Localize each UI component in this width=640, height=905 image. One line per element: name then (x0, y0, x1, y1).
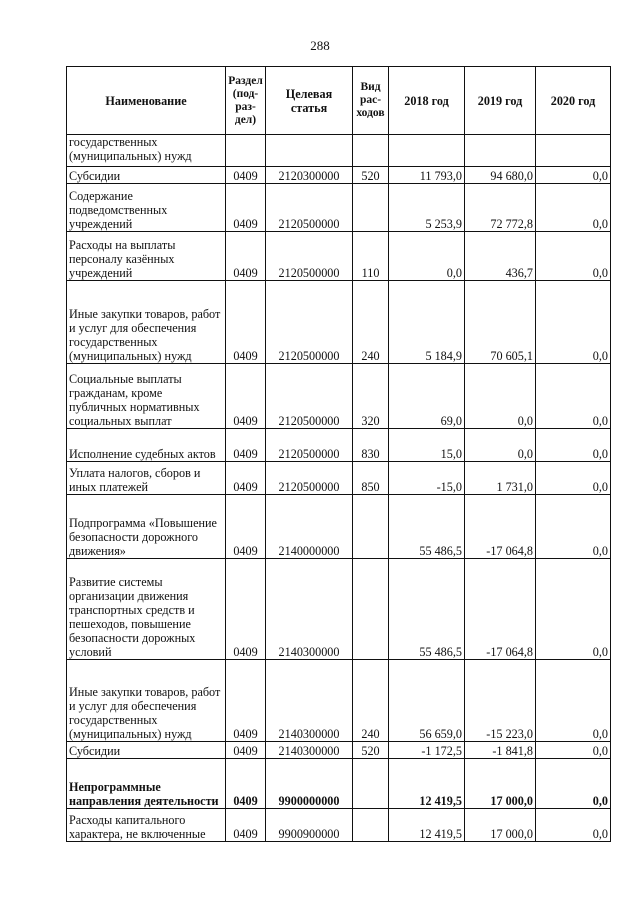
header-expense: Вид рас- ходов (353, 67, 389, 135)
cell-expense: 240 (353, 281, 389, 364)
table-row (67, 167, 611, 184)
cell-expense: 850 (353, 462, 389, 495)
cell-section: 0409 (226, 364, 266, 429)
cell-2018: -1 172,5 (389, 742, 465, 759)
cell-name: Подпрограмма «Повышение безопасности дорожного движения» (67, 495, 226, 559)
cell-2020: 0,0 (536, 364, 611, 429)
cell-expense: 520 (353, 167, 389, 184)
cell-target: 2140000000 (266, 495, 353, 559)
cell-name: Развитие системы организации движения транспортных средств и пешеходов, повышение безопасности дорожных условий (67, 559, 226, 660)
cell-target: 2120500000 (266, 364, 353, 429)
cell-target: 2120300000 (266, 167, 353, 184)
cell-expense (353, 809, 389, 842)
cell-section: 0409 (226, 495, 266, 559)
cell-expense: 830 (353, 429, 389, 462)
cell-2018: -15,0 (389, 462, 465, 495)
cell-expense: 320 (353, 364, 389, 429)
cell-2020: 0,0 (536, 742, 611, 759)
cell-target: 2120500000 (266, 184, 353, 232)
cell-2020 (536, 135, 611, 167)
table-row (67, 759, 611, 809)
cell-expense (353, 184, 389, 232)
table-row (67, 742, 611, 759)
cell-target: 9900000000 (266, 759, 353, 809)
cell-2020: 0,0 (536, 462, 611, 495)
table-row (67, 462, 611, 495)
cell-2019: 0,0 (465, 364, 536, 429)
cell-name: Субсидии (67, 167, 226, 184)
cell-2018: 12 419,5 (389, 759, 465, 809)
cell-name: Расходы на выплаты персоналу казённых учреждений (67, 232, 226, 281)
cell-name: Иные закупки товаров, работ и услуг для обеспечения государственных (муниципальных) нужд (67, 281, 226, 364)
cell-name: Уплата налогов, сборов и иных платежей (67, 462, 226, 495)
header-section: Раздел (под- раз- дел) (226, 67, 266, 135)
cell-section: 0409 (226, 559, 266, 660)
cell-2019: 72 772,8 (465, 184, 536, 232)
cell-2020: 0,0 (536, 809, 611, 842)
cell-2019: -17 064,8 (465, 559, 536, 660)
cell-2019: 1 731,0 (465, 462, 536, 495)
cell-2018: 55 486,5 (389, 495, 465, 559)
cell-name: Иные закупки товаров, работ и услуг для обеспечения государственных (муниципальных) нужд (67, 660, 226, 742)
cell-2019: 17 000,0 (465, 759, 536, 809)
cell-section: 0409 (226, 429, 266, 462)
cell-2018: 12 419,5 (389, 809, 465, 842)
cell-expense (353, 759, 389, 809)
cell-expense: 110 (353, 232, 389, 281)
cell-target: 2120500000 (266, 429, 353, 462)
cell-2020: 0,0 (536, 167, 611, 184)
table-row (67, 559, 611, 660)
cell-expense (353, 559, 389, 660)
cell-section: 0409 (226, 184, 266, 232)
cell-target: 2140300000 (266, 660, 353, 742)
cell-2018: 15,0 (389, 429, 465, 462)
cell-target: 9900900000 (266, 809, 353, 842)
cell-2019 (465, 135, 536, 167)
cell-2020: 0,0 (536, 660, 611, 742)
cell-section: 0409 (226, 759, 266, 809)
header-2019: 2019 год (465, 67, 536, 135)
table-row (67, 660, 611, 742)
cell-2019: 0,0 (465, 429, 536, 462)
header-row (67, 67, 611, 135)
table-row (67, 232, 611, 281)
cell-expense: 240 (353, 660, 389, 742)
cell-expense: 520 (353, 742, 389, 759)
cell-name: государственных (муниципальных) нужд (67, 135, 226, 167)
table-row (67, 184, 611, 232)
table-row (67, 364, 611, 429)
header-name: Наименование (67, 67, 226, 135)
page-number: 288 (310, 38, 330, 53)
cell-2018 (389, 135, 465, 167)
cell-target: 2140300000 (266, 742, 353, 759)
cell-2020: 0,0 (536, 559, 611, 660)
cell-2020: 0,0 (536, 184, 611, 232)
cell-target (266, 135, 353, 167)
cell-2018: 5 184,9 (389, 281, 465, 364)
header-2018: 2018 год (389, 67, 465, 135)
table-row (67, 135, 611, 167)
cell-expense (353, 135, 389, 167)
cell-section: 0409 (226, 462, 266, 495)
cell-section: 0409 (226, 742, 266, 759)
cell-2019: 70 605,1 (465, 281, 536, 364)
cell-2018: 5 253,9 (389, 184, 465, 232)
cell-2018: 69,0 (389, 364, 465, 429)
cell-name: Исполнение судебных актов (67, 429, 226, 462)
cell-2020: 0,0 (536, 232, 611, 281)
cell-2019: -15 223,0 (465, 660, 536, 742)
cell-2019: -17 064,8 (465, 495, 536, 559)
cell-2019: 17 000,0 (465, 809, 536, 842)
cell-expense (353, 495, 389, 559)
cell-name: Расходы капитального характера, не включенные (67, 809, 226, 842)
cell-2018: 11 793,0 (389, 167, 465, 184)
table-row (67, 281, 611, 364)
cell-2019: 436,7 (465, 232, 536, 281)
cell-name: Непрограммные направления деятельности (67, 759, 226, 809)
cell-target: 2140300000 (266, 559, 353, 660)
cell-2018: 0,0 (389, 232, 465, 281)
cell-target: 2120500000 (266, 281, 353, 364)
cell-section: 0409 (226, 660, 266, 742)
budget-table (66, 66, 611, 842)
cell-name: Субсидии (67, 742, 226, 759)
cell-target: 2120500000 (266, 232, 353, 281)
cell-2018: 55 486,5 (389, 559, 465, 660)
cell-2020: 0,0 (536, 281, 611, 364)
table-row (67, 495, 611, 559)
header-target: Целевая статья (266, 67, 353, 135)
cell-2020: 0,0 (536, 759, 611, 809)
cell-target: 2120500000 (266, 462, 353, 495)
cell-2019: 94 680,0 (465, 167, 536, 184)
table-row (67, 429, 611, 462)
cell-2020: 0,0 (536, 495, 611, 559)
cell-2019: -1 841,8 (465, 742, 536, 759)
cell-section: 0409 (226, 232, 266, 281)
cell-name: Социальные выплаты гражданам, кроме публичных нормативных социальных выплат (67, 364, 226, 429)
cell-section (226, 135, 266, 167)
cell-name: Содержание подведомственных учреждений (67, 184, 226, 232)
cell-2018: 56 659,0 (389, 660, 465, 742)
header-2020: 2020 год (536, 67, 611, 135)
cell-section: 0409 (226, 281, 266, 364)
cell-2020: 0,0 (536, 429, 611, 462)
table-row (67, 809, 611, 842)
cell-section: 0409 (226, 167, 266, 184)
cell-section: 0409 (226, 809, 266, 842)
